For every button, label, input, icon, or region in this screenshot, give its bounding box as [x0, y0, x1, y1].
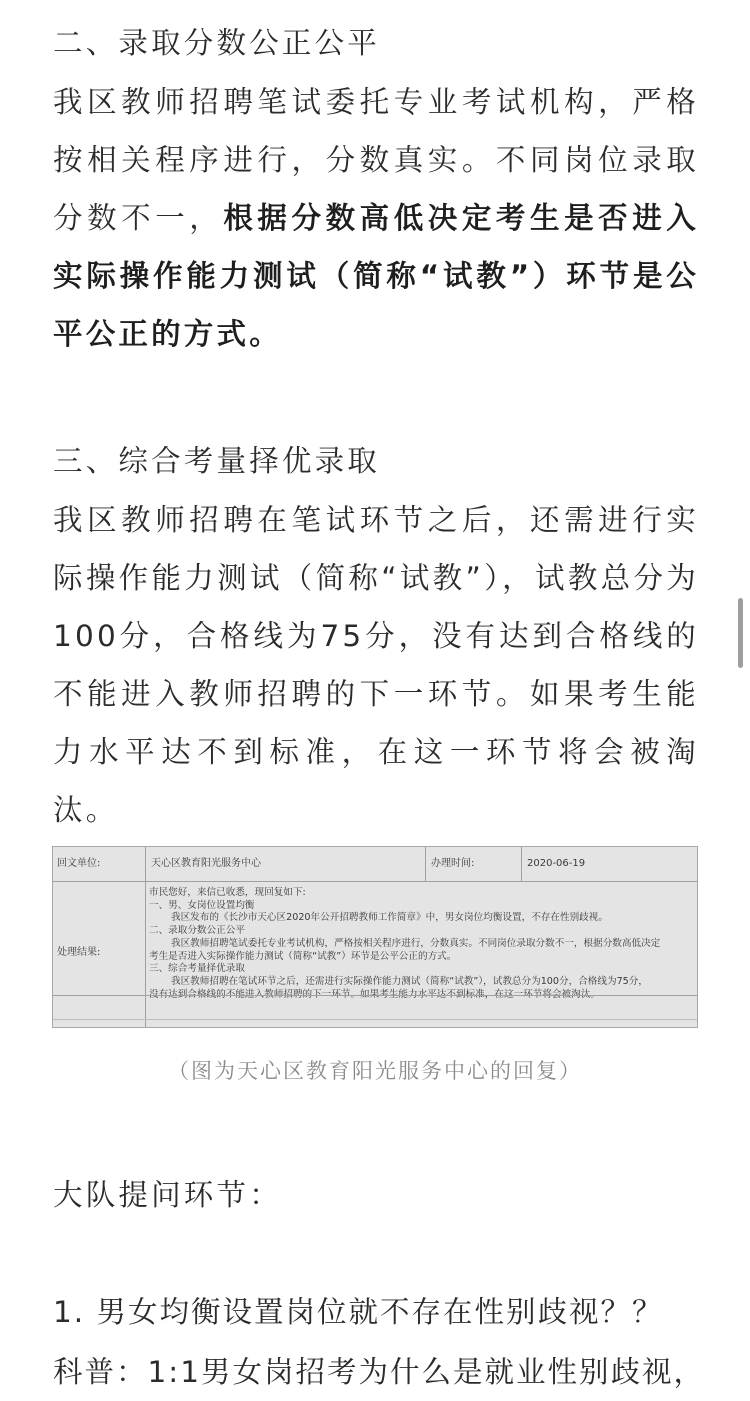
reply-screenshot — [52, 846, 698, 1028]
reply-line: 考生是否进入实际操作能力测试（简称“试教”）环节是公平公正的方式。 — [149, 950, 457, 962]
result-label: 处理结果: — [57, 947, 101, 958]
time-label: 办理时间: — [431, 858, 475, 869]
section2-bold-text: 根据分数高低决定考生是否进入实际操作能力测试（简称“试教”）环节是公平公正的方式。 — [53, 201, 699, 351]
reply-line: 我区发布的《长沙市天心区2020年公开招聘教师工作简章》中，男女岗位均衡设置，不存在性别歧视。 — [171, 912, 608, 924]
scrollbar-thumb[interactable] — [738, 598, 743, 668]
time-value: 2020-06-19 — [527, 858, 586, 869]
reply-line: 二、录取分数公正公平 — [149, 925, 245, 937]
reply-line: 我区教师招聘笔试委托专业考试机构，严格按相关程序进行，分数真实。不同岗位录取分数不一，根据分数高低决定 — [171, 937, 661, 949]
reply-line: 三、综合考量择优录取 — [149, 963, 245, 975]
section3-heading: 三、综合考量择优录取 — [53, 444, 381, 478]
image-caption: （图为天心区教育阳光服务中心的回复） — [168, 1059, 582, 1083]
team-question-heading: 大队提问环节： — [53, 1178, 282, 1212]
section2-heading: 二、录取分数公正公平 — [53, 26, 381, 60]
reply-header-row — [53, 847, 697, 882]
section2-text: 我区教师招聘笔试委托专业考试机构，严格按相关程序进行，分数真实。不同岗位录取分数不一， — [53, 85, 699, 235]
unit-label: 回文单位: — [57, 858, 101, 869]
section2-paragraph — [53, 73, 699, 363]
unit-value: 天心区教育阳光服务中心 — [151, 858, 261, 869]
reply-line: 我区教师招聘在笔试环节之后，还需进行实际操作能力测试（简称“试教”），试教总分为100分，合格线为75分， — [171, 975, 648, 987]
reply-line: 一、男、女岗位设置均衡 — [149, 899, 255, 911]
reply-body — [149, 887, 695, 1001]
section3-paragraph: 我区教师招聘在笔试环节之后，还需进行实际操作能力测试（简称“试教”），试教总分为100分，合格线为75分，没有达到合格线的不能进入教师招聘的下一环节。如果考生能力水平达不到标准，在这一环节将会被淘汰。 — [53, 503, 699, 827]
science-note: 科普：1:1男女岗招考为什么是就业性别歧视， — [53, 1355, 705, 1389]
question-1: 1. 男女均衡设置岗位就不存在性别歧视？？ — [53, 1295, 664, 1329]
reply-line: 市民您好，来信已收悉，现回复如下: — [149, 887, 306, 898]
